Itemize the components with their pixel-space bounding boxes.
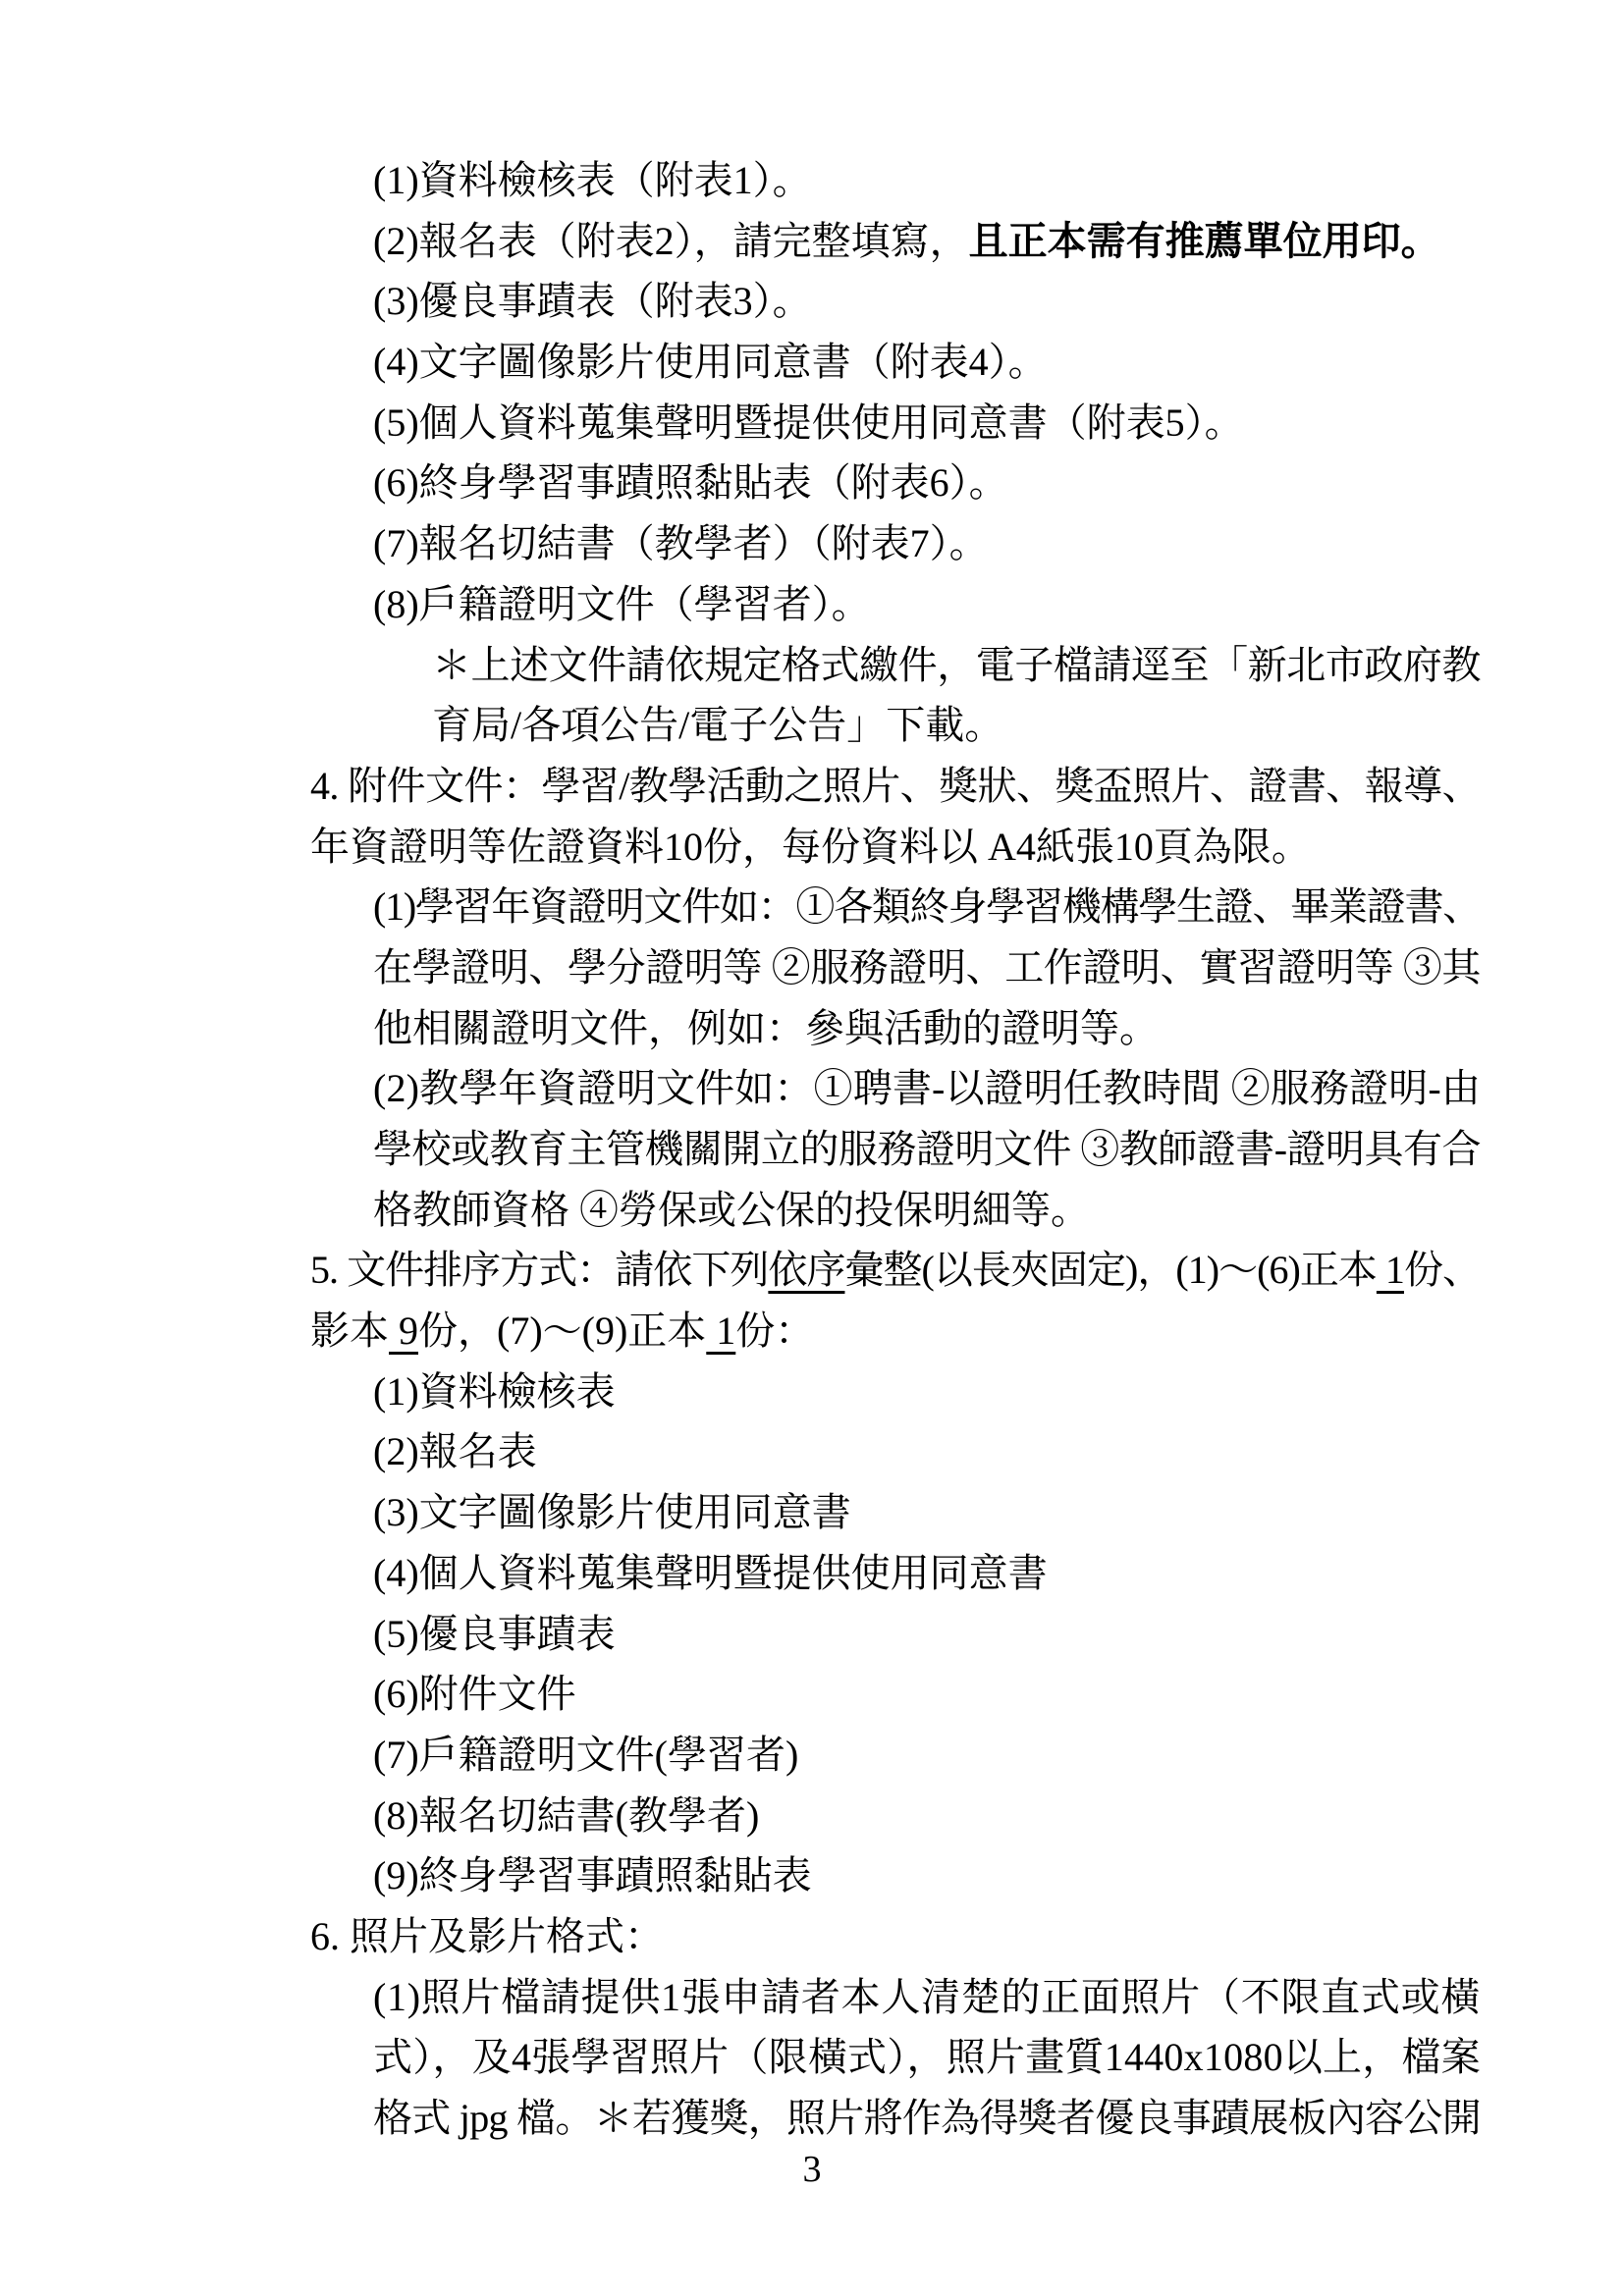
text-segment: 他相關證明文件，例如：參與活動的證明等。 <box>373 1005 1159 1050</box>
text-line-content <box>373 1786 759 1846</box>
text-line <box>310 817 1481 878</box>
text-segment: 學校或教育主管機關開立的服務證明文件 ③教師證書-證明具有合 <box>373 1127 1481 1171</box>
text-line-content <box>373 1058 1481 1119</box>
text-line-content <box>373 1180 1090 1241</box>
text-line <box>373 1362 1481 1422</box>
text-line-content <box>373 1664 576 1725</box>
text-line <box>373 211 1481 272</box>
text-line <box>373 1543 1481 1604</box>
text-line-content <box>373 937 1481 998</box>
underlined-text: 1 <box>706 1308 736 1354</box>
text-line-content <box>373 271 812 332</box>
text-segment: (4)文字圖像影片使用同意書（附表4）。 <box>373 340 1048 385</box>
text-segment: (7)報名切結書（教學者）（附表7）。 <box>373 521 989 566</box>
text-segment: 式），及4張學習照片（限橫式），照片畫質1440x1080以上，檔案 <box>373 2035 1481 2080</box>
text-line-content <box>310 817 1311 878</box>
text-segment: (8)報名切結書(教學者) <box>373 1792 760 1838</box>
text-line-content <box>373 574 871 635</box>
text-line-content <box>310 1301 814 1362</box>
text-line <box>373 150 1481 211</box>
text-line-content <box>373 513 989 574</box>
text-line-content <box>310 1240 1481 1301</box>
underlined-text: 1 <box>1376 1248 1404 1293</box>
text-line <box>373 1058 1481 1119</box>
text-line-content <box>373 877 1481 937</box>
text-line-content <box>373 332 1048 393</box>
text-segment: (3)優良事蹟表（附表3）。 <box>373 279 812 324</box>
text-line <box>373 271 1481 332</box>
text-line-content <box>432 635 1481 696</box>
text-segment: (6)終身學習事蹟照黏貼表（附表6）。 <box>373 460 1008 506</box>
text-line <box>373 1786 1481 1846</box>
text-line <box>310 1240 1481 1301</box>
text-line-content <box>373 1604 616 1665</box>
text-line-content <box>373 150 812 211</box>
text-line <box>373 513 1481 574</box>
text-line <box>373 1119 1481 1180</box>
text-line-content <box>373 1967 1481 2028</box>
text-segment: (1)學習年資證明文件如：①各類終身學習機構學生證、畢業證書、 <box>373 884 1481 930</box>
text-line <box>373 998 1481 1059</box>
text-segment: (1)資料檢核表 <box>373 1368 616 1414</box>
text-segment: (5)優良事蹟表 <box>373 1611 616 1656</box>
text-line-content <box>373 1725 798 1786</box>
text-line-content <box>310 756 1481 817</box>
text-line <box>373 574 1481 635</box>
text-line-content <box>373 998 1159 1059</box>
text-segment: (3)文字圖像影片使用同意書 <box>373 1490 851 1535</box>
text-line <box>310 756 1481 817</box>
text-line <box>373 1845 1481 1906</box>
text-segment: (2)教學年資證明文件如：①聘書-以證明任教時間 ②服務證明-由 <box>373 1066 1481 1111</box>
text-line <box>373 1967 1481 2028</box>
text-line-content <box>373 2027 1481 2088</box>
text-line <box>373 1482 1481 1543</box>
text-line <box>373 1604 1481 1665</box>
text-segment: 育局/各項公告/電子公告」下載。 <box>432 703 1004 748</box>
text-line <box>310 1906 1481 1967</box>
page-number: 3 <box>802 2149 822 2190</box>
text-segment: (9)終身學習事蹟照黏貼表 <box>373 1853 812 1898</box>
text-line-content <box>373 453 1008 513</box>
text-line-content <box>310 1906 664 1967</box>
text-segment: ＊上述文件請依規定格式繳件，電子檔請逕至「新北市政府教 <box>432 642 1481 687</box>
text-line <box>373 2027 1481 2088</box>
text-segment: 彙整(以長夾固定)，(1)～(6)正本 <box>844 1248 1377 1293</box>
text-line <box>373 877 1481 937</box>
text-segment: (7)戶籍證明文件(學習者) <box>373 1732 799 1777</box>
text-line-content <box>373 1543 1048 1604</box>
bold-text: 且正本需有推薦單位用印。 <box>968 218 1440 263</box>
text-segment: (5)個人資料蒐集聲明暨提供使用同意書（附表5）。 <box>373 400 1244 445</box>
text-line-content <box>373 1421 537 1482</box>
text-line <box>373 393 1481 454</box>
text-line <box>310 1301 1481 1362</box>
text-line <box>373 332 1481 393</box>
text-line <box>373 453 1481 513</box>
text-line <box>373 1180 1481 1241</box>
text-line <box>432 695 1481 756</box>
text-segment: (1)資料檢核表（附表1）。 <box>373 158 812 202</box>
text-segment: (1)照片檔請提供1張申請者本人清楚的正面照片（不限直式或橫 <box>373 1974 1481 2019</box>
text-line <box>373 1664 1481 1725</box>
text-segment: 在學證明、學分證明等 ②服務證明、工作證明、實習證明等 ③其 <box>373 944 1481 989</box>
text-line-content <box>373 211 1440 272</box>
text-segment: (2)報名表 <box>373 1429 537 1474</box>
text-segment: 5. 文件排序方式：請依下列 <box>310 1248 769 1293</box>
text-line-content <box>373 1845 812 1906</box>
text-line <box>373 1725 1481 1786</box>
text-line-content <box>432 695 1003 756</box>
text-line <box>432 635 1481 696</box>
text-segment: 份： <box>735 1308 815 1354</box>
text-segment: 6. 照片及影片格式： <box>310 1913 664 1958</box>
text-segment: 年資證明等佐證資料10份，每份資料以 A4紙張10頁為限。 <box>310 824 1311 869</box>
underlined-text: 9 <box>389 1308 418 1354</box>
text-line-content <box>373 1482 851 1543</box>
text-segment: (6)附件文件 <box>373 1672 576 1717</box>
text-segment: 格式 jpg 檔。＊若獲獎，照片將作為得獎者優良事蹟展板內容公開 <box>373 2096 1481 2140</box>
text-segment: 影本 <box>310 1308 389 1354</box>
text-segment: 格教師資格 ④勞保或公保的投保明細等。 <box>373 1187 1090 1232</box>
document-body <box>0 150 1624 2149</box>
text-line-content <box>373 1362 616 1422</box>
text-line-content <box>373 1119 1481 1180</box>
text-segment: 份，(7)～(9)正本 <box>418 1308 707 1354</box>
text-line-content <box>373 393 1244 454</box>
text-segment: (4)個人資料蒐集聲明暨提供使用同意書 <box>373 1550 1048 1595</box>
text-segment: (8)戶籍證明文件（學習者）。 <box>373 581 871 626</box>
text-segment: 份、 <box>1403 1248 1482 1293</box>
text-segment: (2)報名表（附表2），請完整填寫， <box>373 218 969 263</box>
text-line <box>373 937 1481 998</box>
text-segment: 4. 附件文件：學習/教學活動之照片、獎狀、獎盃照片、證書、報導、 <box>310 763 1481 808</box>
underlined-text: 依序 <box>768 1248 845 1293</box>
text-line <box>373 1421 1481 1482</box>
